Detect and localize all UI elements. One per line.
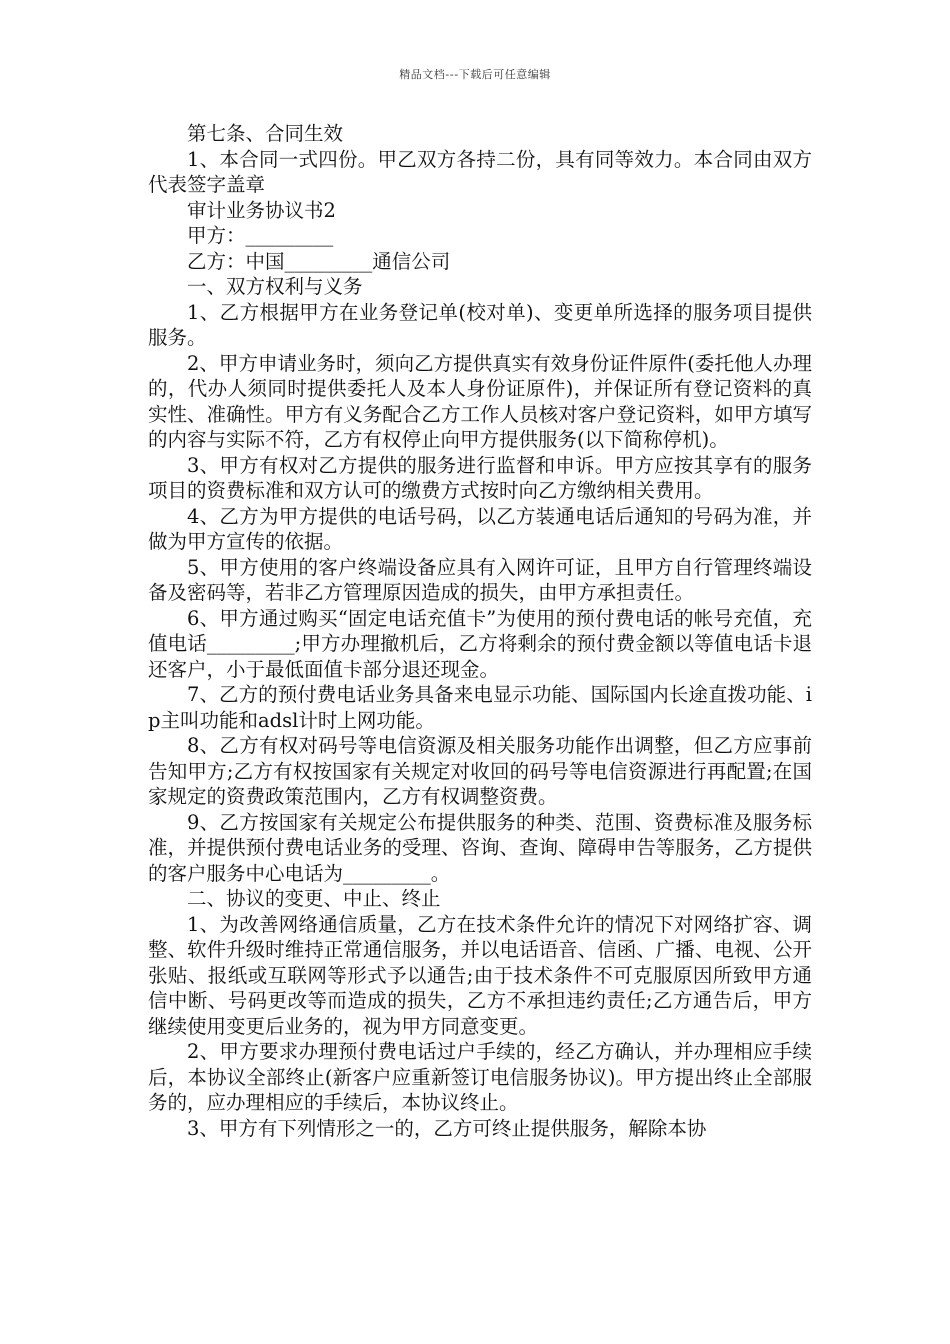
paragraph: 8、乙方有权对码号等电信资源及相关服务功能作出调整，但乙方应事前告知甲方;乙方有权按国家有关规定对收回的码号等电信资源进行再配置;在国家规定的资费政策范围内，乙方有权调整资费。 [148, 734, 812, 808]
section-heading: 二、协议的变更、中止、终止 [187, 887, 441, 910]
paragraph: 3、甲方有权对乙方提供的服务进行监督和申诉。甲方应按其享有的服务项目的资费标准和双方认可的缴费方式按时向乙方缴纳相关费用。 [148, 453, 812, 502]
paragraph: 2、甲方申请业务时，须向乙方提供真实有效身份证件原件(委托他人办理的，代办人须同时提供委托人及本人身份证原件)，并保证所有登记资料的真实性、准确性。甲方有义务配合乙方工作人员核对客户登记资料，如甲方填写的内容与实际不符，乙方有权停止向甲方提供服务(以下简称停机)。 [148, 351, 812, 451]
paragraph: 1、为改善网络通信质量，乙方在技术条件允许的情况下对网络扩容、调整、软件升级时维持正常通信服务，并以电话语音、信函、广播、电视、公开张贴、报纸或互联网等形式予以通告;由于技术条件不可克服原因所致甲方通信中断、号码更改等而造成的损失，乙方不承担违约责任;乙方通告后，甲方继续使用变更后业务的，视为甲方同意变更。 [148, 912, 812, 1038]
paragraph: 7、乙方的预付费电话业务具备来电显示功能、国际国内长途直拨功能、ip主叫功能和adsl计时上网功能。 [148, 683, 812, 732]
paragraph: 6、甲方通过购买“固定电话充值卡”为使用的预付费电话的帐号充值，充值电话_________;甲方办理撤机后，乙方将剩余的预付费金额以等值电话卡退还客户，小于最低面值卡部分退还现金。 [148, 606, 812, 681]
party-b-line: 乙方：中国_________通信公司 [187, 249, 451, 273]
paragraph: 9、乙方按国家有关规定公布提供服务的种类、范围、资费标准及服务标准，并提供预付费电话业务的受理、咨询、查询、障碍申告等服务，乙方提供的客户服务中心电话为_________。 [148, 810, 812, 885]
paragraph: 4、乙方为甲方提供的电话号码，以乙方装通电话后通知的号码为准，并做为甲方宣传的依据。 [148, 504, 812, 553]
section-heading: 一、双方权利与义务 [187, 275, 363, 298]
document-body [148, 121, 812, 1141]
paragraph: 1、乙方根据甲方在业务登记单(校对单)、变更单所选择的服务项目提供服务。 [148, 300, 812, 349]
paragraph: 5、甲方使用的客户终端设备应具有入网许可证，且甲方自行管理终端设备及密码等，若非乙方管理原因造成的损失，由甲方承担责任。 [148, 555, 812, 604]
paragraph: 3、甲方有下列情形之一的，乙方可终止提供服务，解除本协 [187, 1116, 707, 1140]
paragraph: 2、甲方要求办理预付费电话过户手续的，经乙方确认，并办理相应手续后，本协议全部终止(新客户应重新签订电信服务协议)。甲方提出终止全部服务的，应办理相应的手续后，本协议终止。 [148, 1040, 812, 1114]
agreement-title: 审计业务协议书2 [187, 198, 336, 222]
page-header: 精品文档---下载后可任意编辑 [399, 68, 551, 81]
paragraph: 1、本合同一式四份。甲乙双方各持二份，具有同等效力。本合同由双方代表签字盖章 [148, 147, 812, 196]
party-a-line: 甲方：_________ [187, 224, 334, 247]
article-heading: 第七条、合同生效 [187, 122, 344, 145]
